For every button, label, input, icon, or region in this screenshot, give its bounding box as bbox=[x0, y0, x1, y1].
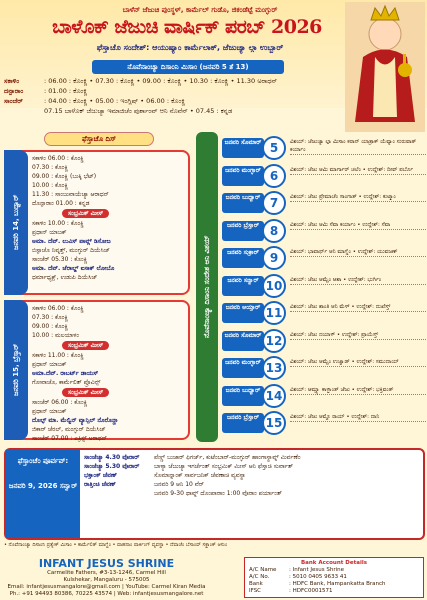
list-item: ಸಾಂಜೆಚ್ಯಾ 5.30 ವೊರಾರ್ ಬಾಳ್ಯಾ ಜೆಜುಚ್ಯಾ ಇಗರ್ಜೆಂತ್ ಸಂಭ್ರಮಿಕ್ ಮೀಸ್ ಆನಿ ಫೆಸ್ತಾಚಿ ಸುರ್ವಾತ್ bbox=[84, 463, 294, 470]
schedule-row: ಸಾಂಜೆರ್ : 04.00 : ಕೊಂಕ್ಣಿ • 05.00 : ಇಂಗ್ಲಿಷ್ • 06.00 : ಕೊಂಕ್ಣಿ bbox=[4, 97, 186, 105]
novena-day-row bbox=[222, 411, 425, 436]
novena-days-panel bbox=[196, 132, 425, 442]
notes-line: • ನೊವೆನಾಂಚ್ಯಾ ದಿಸಾಂನಿ ಪ್ರತ್ಯೇಕ್ ಮಿಸಾಂ • ಕಾರ್ಮೆಲಿತ್ ಮಾಗ್ಣೆಂ • ವಾಹನಾಂ ಪಾರ್ಕಿಂಗ್ ವ್ಯವಸ್ಥಾ • ದೆವಾಚೆಂ ಬೆಸಾಂವ್ ಸಕ್ಡಾಂಕ್ ಆಸುಂ bbox=[4, 542, 228, 548]
feast-days-panel bbox=[4, 132, 190, 442]
shrine-info bbox=[4, 557, 209, 598]
novena-date: ಜನವರಿ ಆಯ್ತಾರ್ bbox=[222, 303, 264, 323]
novena-theme: ವಿಶಯ್: ಜೆಜುಚ್ಯಾ ಲ್ಗಾ ಮಿಸಾಂ ಕರಾನ್ ಯಾತ್ರಾಕ್ ಯೆವ್ಯಾಂ ಸುರುವಾತ್ ಕರ್ಯಾಂ bbox=[290, 138, 426, 155]
parish-line: ಬಾಳೆನ್ ಜೆಜುಚಿ ಪುಂಸ್ಥಳ್, ಕಾರ್ಮೆಲ್ ಗುಡೊ, ಜಿಕಂಡೆಟ್ಟೆ ಮಂಗ್ಳುರ್ bbox=[122, 6, 278, 14]
celebrant-name: ದೊಲ್ಫ್ ಮಾ. ಮೆಲ್ವಿನ್ ವ್ಯಾನ್ಸಿಲ್ ನೊರೊನ್ಹಾ bbox=[32, 417, 119, 424]
list-item: ಸಾಂಜೆಚ್ಯಾ 4.30 ವೊರಾರ್ ಪೆಣ್ಣ್ ಬುಜಾರ್ ಫಿಗರ್ಜ್, ಕುಟೆಂಬಾರ್-ಮಂಗ್ಳುರ್ ಹಾಂಗಾಸ್ಥಾವ್ನ್ ಮಿರ್ವಣೆಂ bbox=[84, 454, 301, 461]
novena-day-number: 13 bbox=[262, 356, 286, 380]
feast-day-heading: ಫೆಸ್ತಾಚೊ ದಿಸ್ bbox=[44, 132, 154, 146]
list-item: ಭಕ್ತಾಂಕ್ ಜೆವಣ್ ಸೊಮಾನ್ನಾಂಕ್ ಸಾರ್ವಜನಿಕ್ ಜೆವಣಾಚಿ ವ್ಯವಸ್ಥಾ bbox=[84, 472, 246, 479]
celebrant-name: ಅಮಾ. ದೆವ್. ಜೆರಾಲ್ಡ್ ಐಸಾಕ್ ಲೋಬೊ bbox=[32, 265, 115, 272]
novena-date: ಜನವರಿ ಸೊಮಾರ್ bbox=[222, 138, 264, 158]
novena-date: ಜನವರಿ ಸೊಮಾರ್ bbox=[222, 331, 264, 351]
novena-tab: ನೊವೆನಾಂಚ್ಯಾ ದಿಸಾಂನಿ ಸಂದೇಶ ಆನಿ ವಿಶಯ್ bbox=[196, 132, 218, 442]
schedule-row: ದನ್ಪಾರಾಂ : 01.00 : ಕೊಂಕ್ಣಿ bbox=[4, 87, 88, 95]
shrine-address: Kulshekar, Mangaluru - 575005 bbox=[63, 577, 150, 583]
novena-date: ಜನವರಿ ಸನ್ವಾರ್ bbox=[222, 276, 264, 296]
day-tab: ಜನವರಿ 15, ಬ್ರೆಸ್ತಾರ್ bbox=[4, 300, 28, 440]
schedule-row: 07.15 ಬಾಳೊಕ್ ಜೆಜುಚ್ಯಾ ಇಮಾಜಿಚೆಂ ಪುರ್ಶಾಂವ್ ಆನಿ ನೊವೆನ್ • 07.45 : ಕನ್ನಡ bbox=[44, 107, 233, 115]
novena-date: ಜನವರಿ ಮಂಗ್ಳಾರ್ bbox=[222, 358, 264, 378]
novena-theme: ವಿಶಯ್: ಜೆಜು ಆಮ್ಚೊ ರಾಯ್ • ಉದ್ದೇಶ್: ದಾನಿ bbox=[290, 413, 426, 422]
novena-theme: ವಿಶಯ್: ಜೆಜು ಆಮಿ ಮಾರ್ಗಾರ್ ಚಲೆಂ • ಉದ್ದೇಶ್: ದೀವ್ ಪರ್ಬೊ bbox=[290, 166, 426, 175]
theme-line: ಫೆಸ್ತಾಚೊ ಸಂದೇಶ್: ಆಯುಷ್ಯಾಂ ಕಾರ್ಮೆಲಾಕ್, ಜೆಜುಚ್ಯಾ ಲ್ಗಾ ಉಬ್ಬಾರ್ bbox=[96, 43, 284, 52]
novena-day-number: 14 bbox=[262, 384, 286, 408]
novena-date: ಜನವರಿ ಬ್ರೆಸ್ತಾರ್ bbox=[222, 413, 264, 433]
novena-theme: ವಿಶಯ್: ಜೆಜು ಆಮ್ಚೆಂ ಉಜ್ವಾಡ್ • ಉದ್ದೇಶ್: ಸಮುದಾಯ್ bbox=[290, 358, 426, 367]
novena-day-number: 15 bbox=[262, 411, 286, 435]
celebrant-name: ಅಮಾ.ದೆವ್. ರಾಬರ್ಟ್ ಡಾಯಸ್ bbox=[32, 370, 99, 377]
novena-theme: ವಿಶಯ್: ಜೆಜು ಆಮಿ ಸೆವಾ ಕರ್ಯಾಂ • ಉದ್ದೇಶ್: ಸೆವಾ bbox=[290, 221, 426, 230]
novena-day-number: 10 bbox=[262, 274, 286, 298]
novena-day-row bbox=[222, 356, 425, 381]
bank-title: Bank Account Details bbox=[300, 560, 367, 566]
page-title: ಬಾಳೊಕ್ ಜೆಜುಚಿ ವಾರ್ಷಿಕ್ ಪರಬ್ 2026 bbox=[52, 16, 322, 38]
novena-day-number: 12 bbox=[262, 329, 286, 353]
festival-eve-box bbox=[4, 448, 425, 540]
bank-details bbox=[244, 557, 424, 598]
novena-date: ಜನವರಿ ಮಂಗ್ಳಾರ್ bbox=[222, 166, 264, 186]
novena-day-row bbox=[222, 329, 425, 354]
contact-line[interactable]: Email: infantjesusmangalore@gmail.com | YouTube: Carmel Kiran Media bbox=[7, 584, 206, 590]
novena-day-number: 11 bbox=[262, 301, 286, 325]
novena-day-number: 6 bbox=[262, 164, 286, 188]
novena-day-row bbox=[222, 136, 425, 161]
bank-row: IFSC : HDFC0001571 bbox=[249, 588, 333, 594]
novena-day-number: 5 bbox=[262, 136, 286, 160]
celebrant-name: ಅಮಾ. ದೆವ್. ಲುವಿಸ್ ಪಾವ್ಲ್ ಡಿಸೋಜ bbox=[32, 238, 111, 245]
novena-day-row bbox=[222, 246, 425, 271]
day-tab: ಜನವರಿ 14, ಬುಧ್ವಾರ್ bbox=[4, 150, 28, 295]
novena-heading: ನೊವೆನಾಂಚ್ಯಾ ದಿಸಾಂನಿ ಮಿಸಾಂ (ಜನವರಿ 5 ತೆ 13) bbox=[92, 60, 284, 74]
novena-date: ಜನವರಿ ಬುಧ್ವಾರ್ bbox=[222, 193, 264, 213]
bank-row: A/C No. : 5010 0405 9633 41 bbox=[249, 574, 347, 580]
feast-day-card bbox=[4, 150, 190, 295]
contact-line[interactable]: Ph.: +91 94493 80386, 70225 43574 | Web: infantjesusmangalore.net bbox=[9, 591, 204, 597]
novena-theme: ವಿಶಯ್: ಜೆಜು ಆಮ್ಚೆಂ ಆಶಾ • ಉದ್ದೇಶ್: ಭುರ್ಗಿಂ bbox=[290, 276, 426, 285]
novena-date: ಜನವರಿ ಸುಕ್ರಾರ್ bbox=[222, 248, 264, 268]
novena-date: ಜನವರಿ ಬುಧ್ವಾರ್ bbox=[222, 386, 264, 406]
novena-theme: ವಿಶಯ್: ಆಮ್ಚ್ಯಾ ಕಾಳ್ಜಾಂತ್ ಜೆಜು • ಉದ್ದೇಶ್: ಭಕ್ತಿವಂತ್ bbox=[290, 386, 426, 395]
novena-day-row bbox=[222, 274, 425, 299]
shrine-name: INFANT JESUS SHRINE bbox=[38, 557, 175, 570]
novena-theme: ವಿಶಯ್: ಭಾವಾರ್ಥ್ ಆನಿ ಮಾಗ್ಣೆಂ • ಉದ್ದೇಶ್: ಯುವಜಣ್ bbox=[290, 248, 426, 257]
solemn-mass-badge: ಸಂಭ್ರಮಿಕ್ ಮೀಸ್ bbox=[62, 209, 109, 218]
footer bbox=[4, 557, 425, 598]
novena-day-row bbox=[222, 191, 425, 216]
novena-date: ಜನವರಿ ಬ್ರೆಸ್ತಾರ್ bbox=[222, 221, 264, 241]
day-body: ಸಕಾಳಿಂ 06.00 : ಕೊಂಕ್ಣಿ 07.30 : ಕೊಂಕ್ಣಿ 09.00 : ಕೊಂಕ್ಣಿ 10.00 : ಮಲಯಾಳಂ ಸಂಭ್ರಮಿಕ್ ಮೀಸ್ ಸಕಾಳಿಂ 11.00 : ಕೊಂಕ್ಣಿ ಪ್ರಧಾನ್ ಯಾಜಕ್ ಅಮಾ.ದೆವ್. ರಾಬರ್ಟ್ ಡಾಯಸ್ ಗೋವಾಚೊ, ಕಾರ್ಮೆಲಿತ್ ಪ್ರೊವಿನ್ಸ್ ಸಂಭ್ರಮಿಕ್ ಮೀಸ್ ಸಾಂಜೆರ್ 06.00 : ಕೊಂಕ್ಣಿ ಪ್ರಧಾನ್ ಯಾಜಕ್ ದೊಲ್ಫ್ ಮಾ. ಮೆಲ್ವಿನ್ ವ್ಯಾನ್ಸಿಲ್ ನೊರೊನ್ಹಾ ಜಿಕಾರ್ ಜೆರಲ್, ಮಂಗ್ಳುರ್ ದಿಯೆಸಿಜ್ ಸಾಂಜೆರ್ 07.00 : ಎಕ್ರಿಸ್ಟ್ ಅರಾಧನ್ bbox=[32, 304, 184, 443]
novena-theme: ವಿಶಯ್: ಜೆಜು ದಯಾಳ್ • ಉದ್ದೇಶ್: ಪ್ರಾಯೆಸ್ತ್ bbox=[290, 331, 426, 340]
schedule-row: ಸಕಾಳಿಂ : 06.00 : ಕೊಂಕ್ಣಿ • 07.30 : ಕೊಂಕ್ಣಿ • 09.00 : ಕೊಂಕ್ಣಿ • 10.30 : ಕೊಂಕ್ಣಿ • 11.30 ಅರಾಧನ್ bbox=[4, 77, 278, 85]
novena-theme: ವಿಶಯ್: ಜೆಜು ಶಾಂತಿ ಆನಿ ಮೆಳ್ • ಉದ್ದೇಶ್: ದುಖೆಸ್ತ್ bbox=[290, 303, 426, 312]
festival-eve-details bbox=[84, 453, 414, 498]
solemn-mass-badge: ಸಂಭ್ರಮಿಕ್ ಮೀಸ್ bbox=[62, 388, 109, 397]
novena-day-row bbox=[222, 164, 425, 189]
novena-day-number: 8 bbox=[262, 219, 286, 243]
novena-day-row bbox=[222, 384, 425, 409]
list-item: ಜನವರಿ 9-30 ಥಾವ್ನ್ ದೊಂಪಾರಾಂ 1:00 ವೊರಾಂ ಪರ್ಯಾಂತ್ bbox=[154, 490, 282, 497]
infant-jesus-statue-image bbox=[345, 2, 425, 132]
novena-day-row bbox=[222, 301, 425, 326]
bank-row: A/C Name : Infant Jesus Shrine bbox=[249, 567, 345, 573]
daily-mass-schedule bbox=[4, 76, 340, 116]
shrine-address: Carmelite Fathers, #3-13-1246, Carmel Hill bbox=[47, 570, 166, 576]
bank-row: Bank : HDFC Bank, Hampankatta Branch bbox=[249, 581, 386, 587]
novena-day-number: 7 bbox=[262, 191, 286, 215]
novena-day-row bbox=[222, 219, 425, 244]
feast-day-card bbox=[4, 300, 190, 440]
novena-day-number: 9 bbox=[262, 246, 286, 270]
novena-theme: ವಿಶಯ್: ಜೆಜು ಪ್ರೇಮಾಚೆಂ ಸಾಂಗಾತ್ • ಉದ್ದೇಶ್: ಕುಟ್ಮಾಂ bbox=[290, 193, 426, 202]
list-item: ರಾತ್ತಿಂಚಿ ಜೆವಣ್ ಜನವರಿ 9 ಆನಿ 10 ವೆರ್ bbox=[84, 481, 204, 488]
festival-eve-label: ಫೆಸ್ತಾಂಚೆಂ ಪೂರ್ವವ್: ಜನವರಿ 9, 2026 ಸನ್ವಾರ್ bbox=[6, 450, 80, 538]
day-body: ಸಕಾಳಿಂ 06.00 : ಕೊಂಕ್ಣಿ 07.30 : ಕೊಂಕ್ಣಿ 09.00 : ಕೊಂಕ್ಣಿ (ಬುಕ್ಕಿ ಭೆಟ್) 10.00 : ಕೊಂಕ್ಣಿ 11.30 : ಸಾಂಜುವಾಯೆಚ್ಯಾ ಆರಾಧನ್ ದೊನ್ಪಾರಾಂ 01.00 : ಕನ್ನಡ ಸಂಭ್ರಮಿಕ್ ಮೀಸ್ ಸಕಾಳಿಂ 10.00 : ಕೊಂಕ್ಣಿ ಪ್ರಧಾನ್ ಯಾಜಕ್ ಅಮಾ. ದೆವ್. ಲುವಿಸ್ ಪಾವ್ಲ್ ಡಿಸೋಜ ಬಿಸ್ಪಾಚೊ ನಿವೃತ್ತ್, ಮಂಗ್ಳುರ್ ದಿಯೆಸಿಜ್ ಸಾಂಜೆರ್ 05.30 : ಕೊಂಕ್ಣಿ ಅಮಾ. ದೆವ್. ಜೆರಾಲ್ಡ್ ಐಸಾಕ್ ಲೋಬೊ ಧರ್ಮಾಧ್ಯಕ್ಷ್, ಉಡುಪಿ ದಿಯೆಸಿಜ್ bbox=[32, 154, 184, 282]
solemn-mass-badge: ಸಂಭ್ರಮಿಕ್ ಮೀಸ್ bbox=[62, 341, 109, 350]
